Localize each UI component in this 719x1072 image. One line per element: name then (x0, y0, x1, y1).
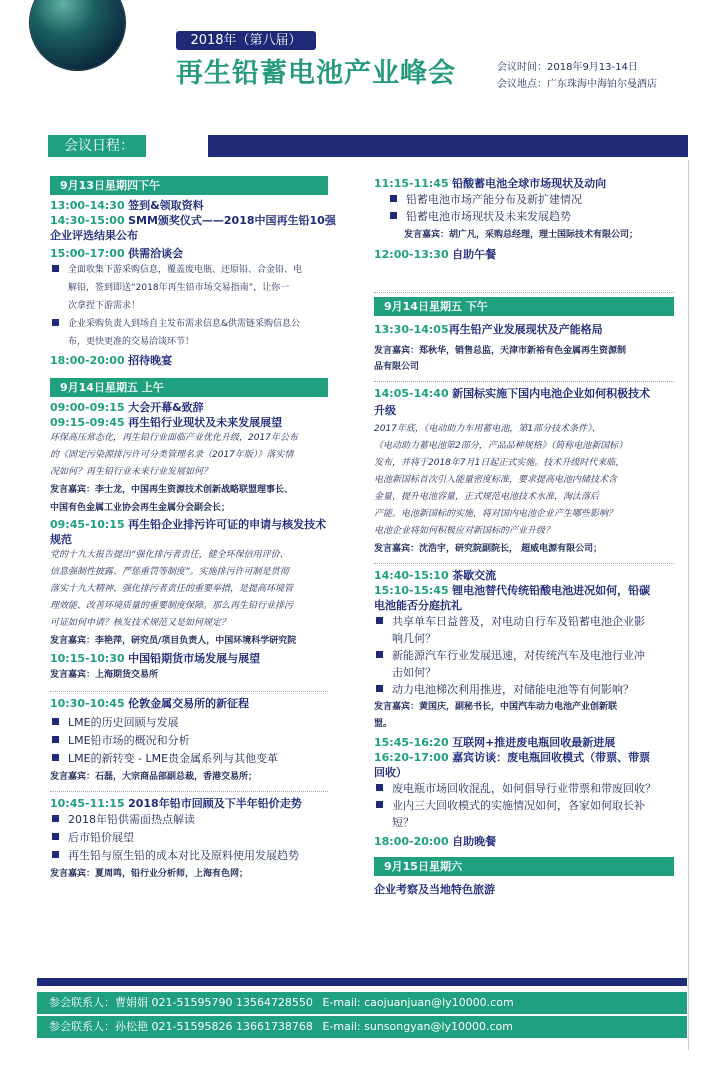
contact-2-email[interactable]: E-mail: sunsongyan@ly10000.com (322, 1020, 513, 1033)
agenda-item-cont: 升级 (374, 404, 396, 417)
footer-top-bar (37, 978, 687, 986)
edition-badge: 2018年（第八届） (176, 31, 316, 50)
agenda-item-cont: 企业评选结果公布 (50, 229, 138, 242)
speaker: 发言嘉宾：郑秋华，销售总监，天津市新裕有色金属再生资源制 (374, 346, 627, 356)
agenda-label: 会议日程： (48, 135, 146, 157)
list-item: 再生铅与原生铅的成本对比及原料使用发展趋势 (50, 847, 360, 865)
list-item: 铅蓄电池市场现状及未来发展趋势 (388, 208, 684, 225)
page-title: 再生铅蓄电池产业峰会 (176, 58, 456, 89)
agenda-item: 13:30-14:05再生铅产业发展现状及产能格局 (374, 323, 603, 336)
day-header-sep14-am: 9月14日星期五 上午 (50, 378, 328, 397)
list-item: LME铅市场的概况和分析 (50, 732, 360, 750)
speaker: 发言嘉宾：李艳萍，研究员/项目负责人，中国环境科学研究院 (50, 636, 297, 646)
list-item: 新能源汽车行业发展迅速，对传统汽车及电池行业冲 (374, 647, 684, 664)
day-header-sep14-pm: 9月14日星期五 下午 (374, 297, 674, 316)
divider (50, 691, 328, 692)
list-item: 铅蓄电池市场产能分布及新扩建情况 (388, 191, 684, 208)
speaker: 发言嘉宾：夏周鸣，铅行业分析师，上海有色网； (50, 869, 249, 879)
description: 产能。电池新国标的实施，将对国内电池企业产生哪些影响？ (374, 509, 618, 519)
agenda-item: 16:20-17:00 嘉宾访谈：废电瓶回收模式（带票、带票 (374, 751, 651, 764)
right-column (374, 176, 684, 897)
meeting-time: 会议时间：2018年9月13-14日 (497, 62, 638, 73)
speaker: 发言嘉宾：黄国庆，副秘书长，中国汽车动力电池产业创新联 (374, 702, 618, 712)
agenda-item: 12:00-13:30 自助午餐 (374, 248, 497, 261)
speaker: 发言嘉宾：石磊，大宗商品部副总裁，香港交易所； (50, 772, 258, 782)
description: 金量，提升电池容量，正式规范电池技术水准，淘汰落后 (374, 492, 600, 502)
description: 信息强制性披露、严惩重罚等制度”。实施排污许可制是贯彻 (50, 567, 289, 577)
agenda-item: 15:45-16:20 互联网+推进废电瓶回收最新进展 (374, 736, 616, 749)
agenda-item: 14:05-14:40 新国标实施下国内电池企业如何积极技术 (374, 387, 651, 400)
divider (374, 381, 674, 382)
agenda-item-cont: 规范 (50, 533, 72, 546)
list-item-cont: 响几何？ (392, 632, 436, 645)
list-item: 全面收集下游采购信息，覆盖废电瓶、还原铅、合金铅、电 (50, 261, 360, 279)
agenda-item: 10:30-10:45 伦敦金属交易所的新征程 (50, 697, 250, 710)
list-item: 动力电池梯次利用推进，对储能电池等有何影响？ (374, 681, 684, 698)
list-item: 后市铅价展望 (50, 829, 360, 847)
list-item: 业内三大回收模式的实施情况如何，各家如何取长补 (374, 797, 684, 814)
agenda-item-cont: 回收） (374, 766, 407, 779)
description: 落实十九大精神、强化排污者责任的重要举措，是提高环境管 (50, 584, 294, 594)
agenda-item: 10:15-10:30 中国铅期货市场发展与展望 (50, 652, 261, 665)
list-item: 废电瓶市场回收混乱，如何倡导行业带票和带废回收？ (374, 780, 684, 797)
agenda-item: 13:00-14:30 签到&领取资料 (50, 199, 204, 212)
list-item-cont: 布，更快更准的交易洽谈环节！ (68, 337, 195, 347)
list-item: LME的历史回顾与发展 (50, 714, 360, 732)
left-column (50, 176, 360, 884)
description: 可证如何申请？核发技术规范又是如何规定？ (50, 618, 231, 628)
agenda-item: 18:00-20:00 自助晚餐 (374, 835, 497, 848)
speaker: 品有限公司 (374, 362, 420, 372)
agenda-item: 15:00-17:00 供需洽谈会 (50, 247, 184, 260)
description: 理效能、改善环境质量的重要制度保障。那么再生铅行业排污 (50, 601, 294, 611)
description: 的《固定污染源排污许可分类管理名录（2017年版）》落实情 (50, 450, 294, 460)
description: 《电动助力蓄电池第2部分，产品品种规格》（简称电池新国标） (374, 441, 628, 451)
speaker: 中国有色金属工业协会再生金属分会副会长； (50, 503, 231, 513)
description: 电池企业将如何积极应对新国标的产业升级？ (374, 526, 555, 536)
contact-2: 参会联系人：孙松艳 021-51595826 13661738768 (49, 1020, 313, 1033)
list-item-cont: 短？ (392, 816, 414, 829)
agenda-item: 14:40-15:10 茶歇交流 (374, 569, 497, 582)
speaker: 发言嘉宾：李士龙，中国再生资源技术创新战略联盟理事长、 (50, 485, 294, 495)
description: 环保高压常态化，再生铅行业面临产业优化升级，2017年公布 (50, 433, 298, 443)
agenda-item: 09:15-09:45 再生铅行业现状及未来发展展望 (50, 416, 283, 429)
agenda-item: 09:00-09:15 大会开幕&致辞 (50, 401, 204, 414)
description: 党的十九大报告提出“强化排污者责任，健全环保信用评价、 (50, 550, 289, 560)
agenda-item: 企业考察及当地特色旅游 (374, 883, 495, 896)
day-header-sep13-pm: 9月13日星期四下午 (50, 176, 328, 195)
globe-dark (30, 0, 125, 70)
list-item: 共享单车日益普及，对电动自行车及铅蓄电池企业影 (374, 613, 684, 630)
list-item-cont: 解铅，签到即送“2018年再生铅市场交易指南”，让你一 (68, 283, 290, 293)
agenda-item: 14:30-15:00 SMM颁奖仪式——2018中国再生铅10强 (50, 214, 336, 227)
agenda-item: 10:45-11:15 2018年铅市回顾及下半年铅价走势 (50, 797, 302, 810)
contact-row-2 (37, 1016, 687, 1038)
header-globe-graphic (0, 0, 130, 120)
list-item: 2018年铅供需面热点解读 (50, 811, 360, 829)
divider (374, 563, 674, 564)
speaker: 发言嘉宾：上海期货交易所 (50, 670, 159, 680)
speaker: 发言嘉宾：沈浩宇，研究院副院长， 超威电源有限公司； (374, 544, 603, 554)
description: 况如何？再生铅行业未来行业发展如何？ (50, 467, 213, 477)
agenda-item-cont: 电池能否分庭抗礼 (374, 599, 462, 612)
divider (374, 292, 674, 293)
list-item: 企业采购负责人到场自主发布需求信息&供需链采购信息公 (50, 315, 360, 333)
agenda-item: 11:15-11:45 铅酸蓄电池全球市场现状及动向 (374, 177, 607, 190)
divider (50, 791, 328, 792)
right-border-line (688, 160, 689, 1050)
agenda-item: 18:00-20:00 招待晚宴 (50, 354, 173, 367)
description: 2017年底，《电动助力车用蓄电池，第1部分技术条件》、 (374, 424, 601, 434)
description: 发布，并将于2018年7月1日起正式实施。技术升级时代来临， (374, 458, 625, 468)
day-header-sep15: 9月15日星期六 (374, 857, 674, 876)
agenda-item: 15:10-15:45 锂电池替代传统铅酸电池进况如何，铅碳 (374, 584, 651, 597)
speaker: 发言嘉宾：胡广凡，采购总经理，理士国际技术有限公司； (404, 230, 639, 240)
description: 电池新国标首次引入能量密度标准，要求提高电池内储技术含 (374, 475, 618, 485)
contact-row-1 (37, 992, 687, 1014)
agenda-bar-navy (208, 135, 688, 157)
list-item-cont: 击如何？ (392, 666, 436, 679)
speaker: 盟。 (374, 719, 393, 729)
list-item: LME的新转变 - LME贵金属系列与其他变革 (50, 750, 360, 768)
agenda-header-bar (48, 135, 688, 157)
agenda-item: 09:45-10:15 再生铅企业排污许可证的申请与核发技术 (50, 518, 327, 531)
contact-1-email[interactable]: E-mail: caojuanjuan@ly10000.com (322, 996, 514, 1009)
contact-1: 参会联系人：曹娟娟 021-51595790 13564728550 (49, 996, 313, 1009)
meeting-venue: 会议地点：广东珠海中海铂尔曼酒店 (497, 79, 657, 90)
list-item-cont: 次拿捏下游需求！ (68, 301, 141, 311)
